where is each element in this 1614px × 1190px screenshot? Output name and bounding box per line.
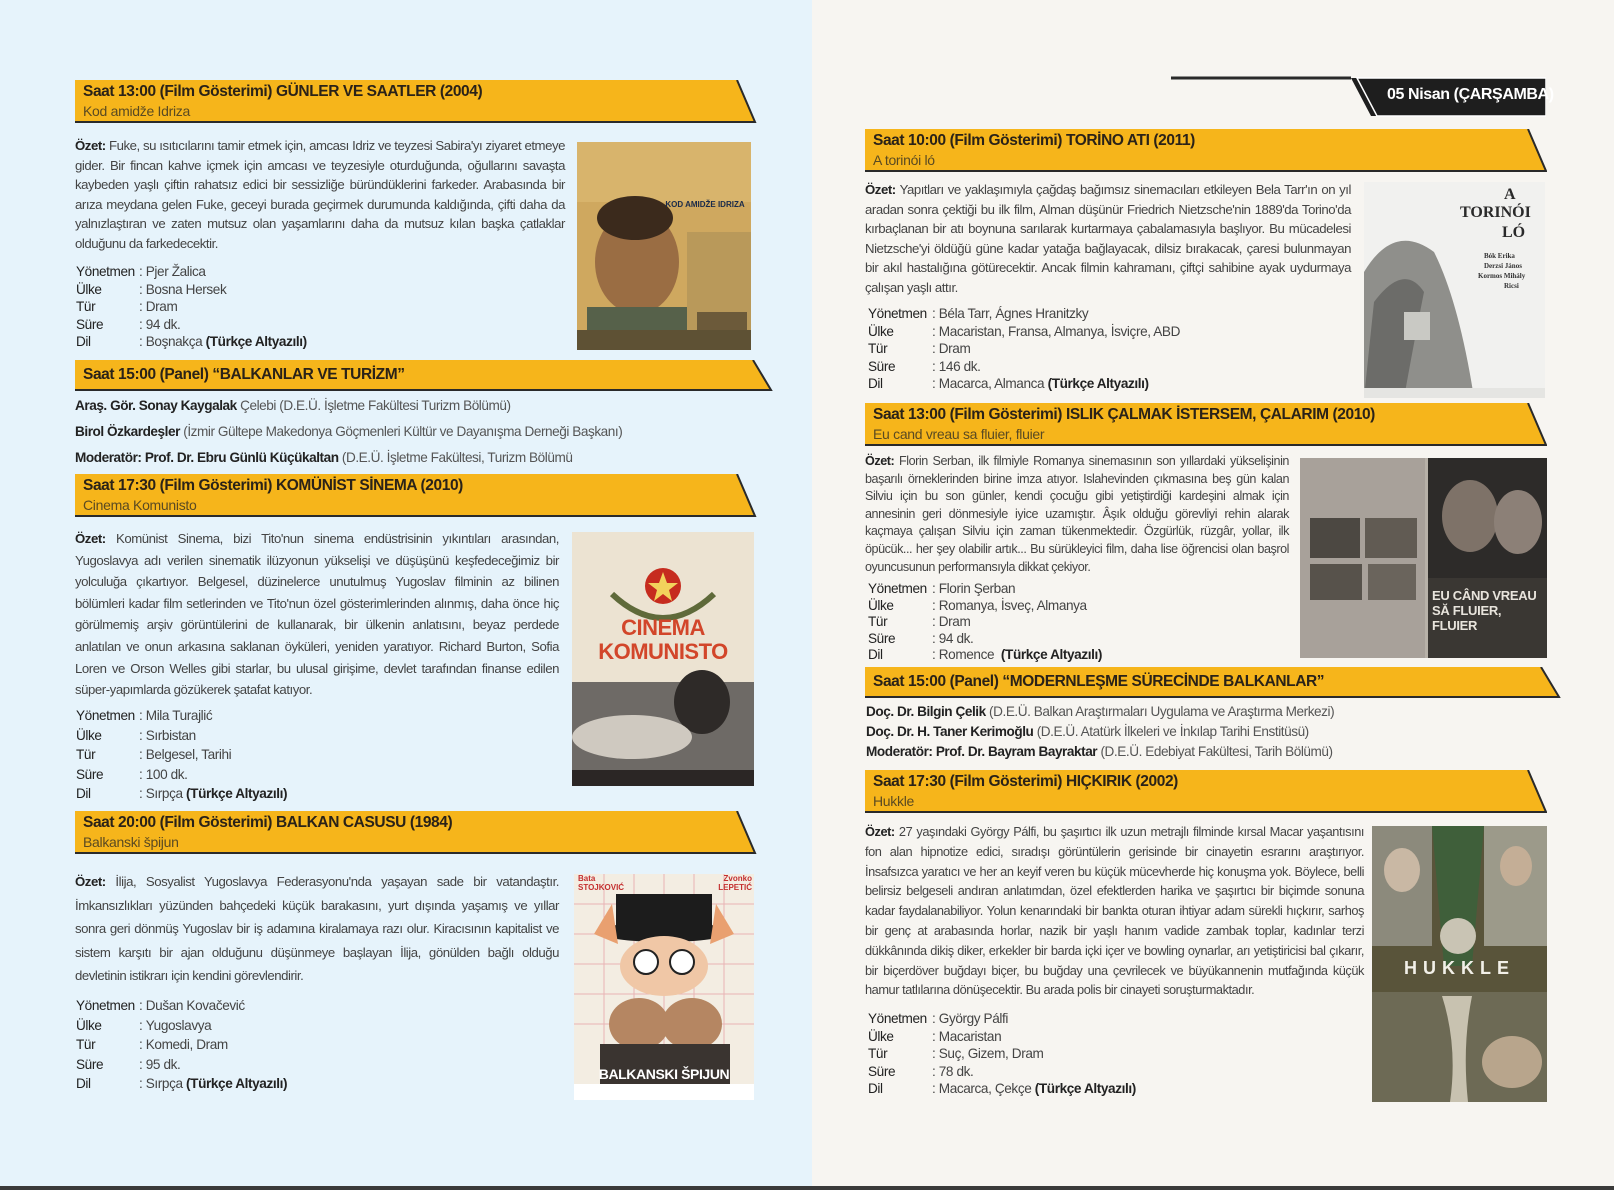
right-film3-summary: [865, 822, 1364, 1000]
poster-title-text: BALKANSKI ŠPIJUN: [598, 1066, 730, 1082]
country-value: Macaristan, Fransa, Almanya, İsviçre, ABD: [938, 323, 1180, 339]
country-label: Ülke: [868, 1028, 894, 1044]
summary-label: Özet:: [75, 531, 106, 546]
language-value: Macarca, Almanca: [938, 376, 1045, 392]
left-film1-title: Saat 13:00 (Film Gösterimi) GÜNLER VE SAATLER (2004): [83, 83, 483, 100]
moderator-row: [75, 446, 622, 470]
speaker-affiliation: (İzmir Gültepe Makedonya Göçmenleri Kültür ve Dayanışma Derneği Başkanı): [179, 424, 623, 439]
left-panel1-header: [75, 360, 775, 392]
country-label: Ülke: [868, 323, 894, 339]
speaker-affiliation: Çelebi (D.E.Ü. İşletme Fakültesi Turizm Bölümü): [236, 398, 511, 413]
left-film1-summary: [75, 136, 565, 254]
director-label: Yönetmen: [868, 1011, 927, 1026]
speaker-name: Doç. Dr. Bilgin Çelik: [866, 704, 986, 719]
poster-title-text: KOD AMIDŽE IDRIZA: [665, 200, 745, 209]
subtitle-note: (Türkçe Altyazılı): [1034, 1081, 1136, 1097]
left-film2-poster: [572, 532, 754, 786]
duration-value: 100 dk.: [145, 766, 188, 782]
genre-label: Tür: [868, 341, 888, 357]
moderator-affiliation: (D.E.Ü. İşletme Fakültesi, Turizm Bölümü: [338, 450, 573, 465]
left-film1-facts: Yönetmen : Pjer Žalica Ülke : Bosna Hersek Tür : Dram Süre : 94 dk. Dil : Boşnakça (Türkçe Altyazılı): [76, 264, 307, 350]
genre-label: Tür: [76, 1037, 96, 1053]
summary-text: İlija, Sosyalist Yugoslavya Federasyonu'nda yaşayan sade bir vatandaştır. İmkansızlıkları yüzünden bahçedeki küçük barakasını, yurt dışında yaşamış ve yıllar sonra geri dönmüş Yugoslav bir iş adamına kiralamaya razı olur. Kiracısının kapitalist ve sistem karşıtı bir ajan olduğunu düşünmeye başlayan İlija, gönülden bağlı olduğu devletinin istikrarı için kendini görevlendirir.: [75, 874, 559, 984]
genre-label: Tür: [868, 1046, 888, 1062]
right-film1-facts: Yönetmen : Béla Tarr, Ágnes Hranitzky Ülke : Macaristan, Fransa, Almanya, İsviçre, ABD Tür : Dram Süre : 146 dk. Dil : Macarca, Almanca (Türkçe Altyazılı): [868, 306, 1180, 392]
duration-label: Süre: [868, 630, 896, 646]
right-film1-original-title: A torinói ló: [873, 152, 935, 168]
director-value: Florin Şerban: [938, 581, 1016, 596]
language-value: Romence: [938, 647, 995, 663]
poster-cast-4: Ricsi: [1504, 282, 1519, 290]
director-value: Mila Turajlić: [145, 708, 213, 723]
language-value: Macarca, Çekçe: [938, 1081, 1032, 1097]
subtitle-note: (Türkçe Altyazılı): [205, 334, 307, 350]
right-panel1-speakers: [866, 702, 1334, 762]
right-film1-summary: [865, 180, 1351, 298]
left-film1-original-title: Kod amidže Idriza: [83, 103, 190, 119]
country-label: Ülke: [76, 1017, 102, 1033]
right-film2-facts: Yönetmen : Florin Şerban Ülke : Romanya, İsveç, Almanya Tür : Dram Süre : 94 dk. Dil : Romence (Türkçe Altyazılı): [868, 581, 1102, 663]
summary-label: Özet:: [865, 182, 896, 197]
left-film2-original-title: Cinema Komunisto: [83, 497, 197, 513]
duration-label: Süre: [76, 316, 104, 332]
right-film2-title: Saat 13:00 (Film Gösterimi) ISLIK ÇALMAK İSTERSEM, ÇALARIM (2010): [873, 406, 1375, 423]
date-label: 05 Nisan (ÇARŞAMBA): [1387, 86, 1554, 103]
duration-value: 146 dk.: [938, 358, 981, 374]
speaker-affiliation: (D.E.Ü. Balkan Araştırmaları Uygulama ve Araştırma Merkezi): [985, 704, 1335, 719]
summary-label: Özet:: [75, 874, 106, 889]
left-panel1-title: Saat 15:00 (Panel) “BALKANLAR VE TURİZM”: [83, 366, 405, 383]
language-label: Dil: [76, 786, 91, 802]
left-film3-original-title: Balkanski špijun: [83, 834, 179, 850]
right-film3-facts: Yönetmen : György Pálfi Ülke : Macaristan Tür : Suç, Gizem, Dram Süre : 78 dk. Dil : Macarca, Çekçe (Türkçe Altyazılı): [868, 1011, 1136, 1097]
genre-value: Suç, Gizem, Dram: [938, 1046, 1044, 1062]
left-film2-summary: [75, 528, 559, 701]
speaker-row: [866, 722, 1334, 742]
left-film3-summary: [75, 870, 559, 988]
director-value: Dušan Kovačević: [145, 998, 245, 1013]
genre-value: Dram: [938, 341, 971, 357]
left-film3-header: [75, 811, 757, 855]
summary-label: Özet:: [865, 454, 895, 468]
date-tab: [1171, 76, 1554, 120]
subtitle-note: (Türkçe Altyazılı): [186, 1076, 288, 1092]
director-label: Yönetmen: [868, 306, 927, 321]
country-value: Macaristan: [938, 1028, 1002, 1044]
summary-text: Florin Serban, ilk filmiyle Romanya sinemasının son yıllardaki yükselişinin başarılı örneklerinden birine imza atıyor. Islahevinden çıkmasına beş gün kalan Silviu için bu son günler, kendi çocuğu gibi yetiştirdiği kardeşini almak için annesinin geri dönmesiyle iyice uzamıştır. Âşık olduğu görevliyi rehin alarak kaçmaya çalışan Silviu için zaman tükenmektedir. Özgürlük, rüzgâr, yollar, ilk öpücük... her şey olabilir artık... Bu sürükleyici film, daha lise öğrencisi olan başrol oyuncusunun performansıyla dikkat çekiyor.: [865, 454, 1289, 574]
director-label: Yönetmen: [76, 998, 135, 1013]
poster-title-text: EU CÂND VREAU SĂ FLUIER, FLUIER: [1432, 588, 1537, 633]
director-label: Yönetmen: [868, 581, 927, 596]
poster-actor1: Bata STOJKOVIĆ: [578, 874, 625, 892]
right-film3-original-title: Hukkle: [873, 793, 914, 809]
poster-actor2: Zvonko LEPETIĆ: [718, 874, 752, 892]
summary-label: Özet:: [865, 824, 895, 839]
poster-title-text: HUKKLE: [1404, 958, 1515, 978]
speaker-row: [75, 394, 622, 418]
genre-label: Tür: [868, 614, 888, 630]
speaker-name: Araş. Gör. Sonay Kaygalak: [75, 398, 237, 413]
poster-cast-3: Kormos Mihály: [1478, 272, 1526, 280]
right-film2-header: [865, 403, 1547, 447]
left-film2-title: Saat 17:30 (Film Gösterimi) KOMÜNİST SİNEMA (2010): [83, 477, 463, 494]
summary-text: Fuke, su ısıtıcılarını tamir etmek için, amcası Idriz ve teyzesi Sabira'yı ziyaret etmeye gider. Bir fincan kahve içmek için amcası ve teyzesiyle oturduğunda, oğullarını savaşta kaybeden yaşlı çiftin rahatsız edici bir sessizliğe büründüklerini farkeder. Arabasında bir arıza meydana gelen Fuke, geceyi burada geçirmek durumunda kaldığında, çifti daha da yalnızlaştıran ve zaten mutsuz olan yaşamlarını daha da mutsuz kılan başka çatlaklar olduğunu da farkedecektir.: [75, 138, 565, 251]
duration-value: 95 dk.: [145, 1056, 181, 1072]
right-film1-header: [865, 129, 1547, 173]
language-value: Sırpça: [145, 1076, 183, 1092]
duration-label: Süre: [868, 1063, 896, 1079]
speaker-row: [866, 702, 1334, 722]
director-value: György Pálfi: [938, 1011, 1009, 1026]
language-value: Boşnakça: [145, 334, 203, 350]
poster-title-text: CINEMA KOMUNISTO: [598, 615, 728, 664]
right-film1-title: Saat 10:00 (Film Gösterimi) TORİNO ATI (2011): [873, 132, 1195, 149]
language-value: Sırpça: [145, 786, 183, 802]
left-film2-facts: Yönetmen : Mila Turajlić Ülke : Sırbistan Tür : Belgesel, Tarihi Süre : 100 dk. Dil : Sırpça (Türkçe Altyazılı): [76, 706, 287, 804]
moderator-affiliation: (D.E.Ü. Edebiyat Fakültesi, Tarih Bölümü): [1097, 744, 1333, 759]
language-label: Dil: [868, 1081, 883, 1097]
poster-image: [577, 142, 751, 350]
country-value: Bosna Hersek: [145, 281, 227, 297]
right-film3-title: Saat 17:30 (Film Gösterimi) HIÇKIRIK (2002): [873, 773, 1178, 790]
summary-text: Komünist Sinema, bizi Tito'nun sinema endüstrisinin yıkıntıları arasından, Yugoslavya adı verilen sinematik ilüzyonun yükselişi ve düşüşünü keşfedeceğimiz bir yolculuğa çıkartıyor. Belgesel, düzinelerce unutulmuş Yugoslav filminin az bilinen bölümleri kadar film setlerinden ve Tito'nun özel gösterimlerinden alınmış, daha önce hiç görülmemiş arşiv görüntülerini de kullanarak, bir ülkenin anlatısını, beyaz perdede anlatılan ve onun arkasına saklanan öyküleri, yeniden yaratıyor. Richard Burton, Sofia Loren ve Orson Welles gibi starlar, bu ulusal girişime, devlet tarafından finanse edilen süper-yapımlarda gözükerek şatafat katıyor.: [75, 531, 559, 698]
page-bottom-rule: [0, 1186, 1614, 1190]
speaker-name: Doç. Dr. H. Taner Kerimoğlu: [866, 724, 1034, 739]
summary-label: Özet:: [75, 138, 106, 153]
country-value: Sırbistan: [145, 727, 196, 743]
left-film2-header: [75, 474, 757, 518]
subtitle-note: (Türkçe Altyazılı): [1047, 376, 1149, 392]
speaker-row: [75, 420, 622, 444]
genre-value: Dram: [145, 299, 178, 315]
left-panel1-speakers: [75, 394, 622, 470]
language-label: Dil: [76, 334, 91, 350]
duration-value: 94 dk.: [938, 630, 974, 646]
right-film3-poster: [1372, 826, 1547, 1102]
duration-label: Süre: [76, 1056, 104, 1072]
genre-label: Tür: [76, 747, 96, 763]
right-panel1-title: Saat 15:00 (Panel) “MODERNLEŞME SÜRECİNDE BALKANLAR”: [873, 673, 1325, 690]
right-panel1-header: [865, 667, 1563, 699]
duration-label: Süre: [76, 766, 104, 782]
country-label: Ülke: [76, 281, 102, 297]
duration-value: 94 dk.: [145, 316, 181, 332]
poster-title-a: A: [1504, 186, 1516, 203]
genre-label: Tür: [76, 299, 96, 315]
poster-title-b: TORINÓI: [1460, 204, 1531, 221]
director-label: Yönetmen: [76, 708, 135, 723]
genre-value: Belgesel, Tarihi: [145, 747, 232, 763]
language-label: Dil: [868, 376, 883, 392]
duration-value: 78 dk.: [938, 1063, 974, 1079]
left-film1-poster: [577, 142, 751, 350]
right-film2-original-title: Eu cand vreau sa fluier, fluier: [873, 426, 1045, 442]
left-film1-header: [75, 80, 757, 124]
left-film3-poster: [574, 874, 754, 1100]
poster-cast-1: Bók Erika: [1484, 252, 1515, 260]
summary-text: Yapıtları ve yaklaşımıyla çağdaş bağımsız sinemacıları etkileyen Bela Tarr'ın on yıl aradan sonra çektiği bu ilk film, Alman düşünür Friedrich Nietzsche'nin 1889'da Torino'da kırbaçlanan bir atı boynuna sarılarak kurtarmaya çabalamasıyla başlıyor. Bu mücadelesi Nietzsche'yi öldüğü güne kadar yatağa bağlayacak, dilsiz bırakacak, çaresi bulunmayan bir akıl hastalığına götürecektir. Ancak filmin kahramanı, çiftçi sahibine ayak uydurmaya çalışan yaşlı attır.: [865, 182, 1351, 295]
right-film3-header: [865, 770, 1547, 814]
language-label: Dil: [868, 647, 883, 663]
left-film3-title: Saat 20:00 (Film Gösterimi) BALKAN CASUSU (1984): [83, 814, 453, 831]
director-value: Béla Tarr, Ágnes Hranitzky: [938, 306, 1089, 321]
right-film2-summary: [865, 453, 1289, 576]
poster-cast-2: Derzsi János: [1484, 262, 1522, 270]
speaker-name: Birol Özkardeşler: [75, 424, 180, 439]
speaker-affiliation: (D.E.Ü. Atatürk İlkeleri ve İnkılap Tarihi Enstitüsü): [1033, 724, 1309, 739]
moderator-name: Moderatör: Prof. Dr. Bayram Bayraktar: [866, 744, 1098, 759]
country-value: Romanya, İsveç, Almanya: [938, 597, 1087, 613]
country-label: Ülke: [868, 597, 894, 613]
left-film3-facts: Yönetmen : Dušan Kovačević Ülke : Yugoslavya Tür : Komedi, Dram Süre : 95 dk. Dil : Sırpça (Türkçe Altyazılı): [76, 996, 287, 1094]
country-value: Yugoslavya: [145, 1017, 212, 1033]
director-label: Yönetmen: [76, 264, 135, 279]
summary-text: 27 yaşındaki György Pálfi, bu şaşırtıcı ilk uzun metrajlı filminde kırsal Macar yaşantısını fon alan hipnotize edici, sıradışı görüntülerin gerisinde bir cinayetin esrarını araştırıyor. İnsafsızca yaratıcı ve her an keyif veren bu küçük mücevherde hiç konuşma yok. Böylece, belli belirsiz belgeseli andıran anlatımdan, özel efektlerden harika ve şaşırtıcı bir biçimde sonuna kadar faydalanabiliyor. Yolun kenarındaki bir bankta oturan ihtiyar adam sürekli hıçkırır, sarhoş bir genç at arabasında horlar, nazik bir yaşlı hanım vadide zambak toplar, kadınlar terzi dükkânında dikiş diker, erkekler bir barda içki içer ve bowling oynarlar, arı yetiştiricisi bal çıkarır, bir biçerdöver buğdayı biçer, bu buğday una çevrilecek ve büyükannenin mutfağında küçük hamur tatlılarına dönüşecektir. Bu arada polis bir cinayeti soruşturmaktadır.: [865, 824, 1364, 998]
right-film1-poster: [1364, 182, 1545, 398]
subtitle-note: (Türkçe Altyazılı): [1000, 647, 1102, 663]
moderator-row: [866, 742, 1334, 762]
poster-title-c: LÓ: [1502, 224, 1526, 241]
country-label: Ülke: [76, 727, 102, 743]
genre-value: Dram: [938, 614, 971, 630]
moderator-name: Moderatör: Prof. Dr. Ebru Günlü Küçükaltan: [75, 450, 339, 465]
subtitle-note: (Türkçe Altyazılı): [186, 786, 288, 802]
duration-label: Süre: [868, 358, 896, 374]
genre-value: Komedi, Dram: [145, 1037, 228, 1053]
right-film2-poster: [1300, 458, 1547, 658]
director-value: Pjer Žalica: [145, 264, 206, 279]
language-label: Dil: [76, 1076, 91, 1092]
